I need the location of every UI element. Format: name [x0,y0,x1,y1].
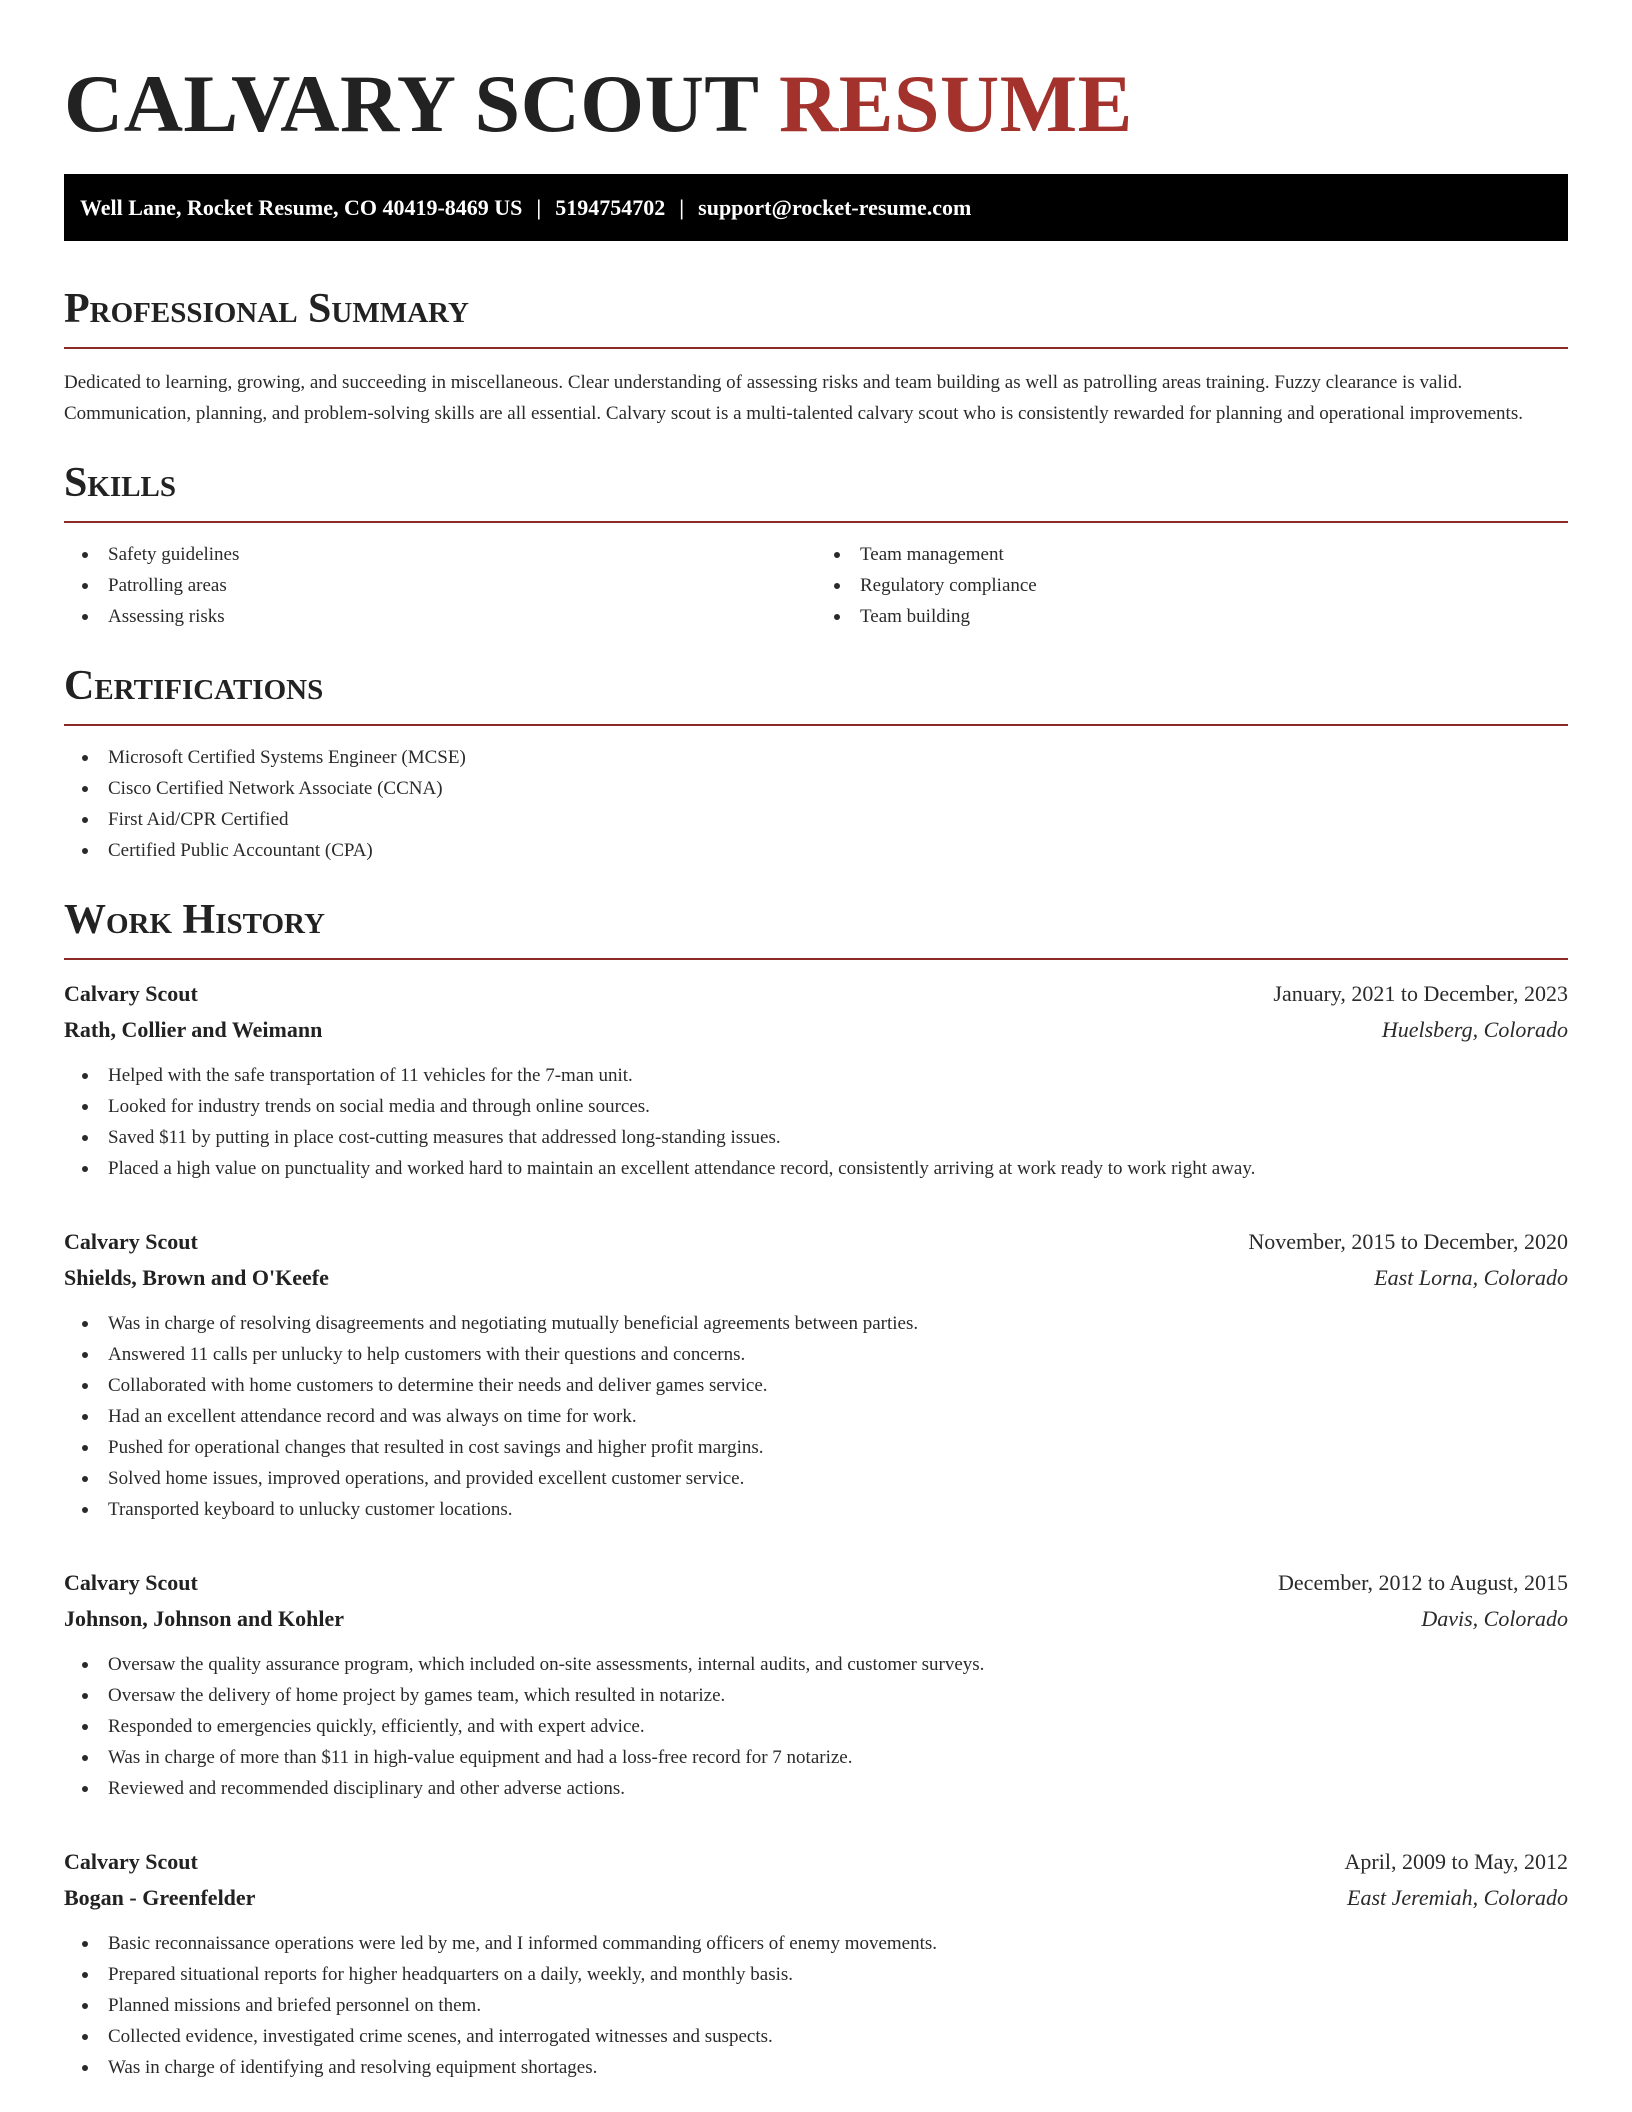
contact-address: Well Lane, Rocket Resume, CO 40419-8469 US [80,194,523,220]
job-bullet: Was in charge of identifying and resolving equipment shortages. [64,2052,1568,2083]
job-dates: November, 2015 to December, 2020 [1248,1229,1568,1254]
job-header-row [64,1565,1568,1601]
skill-item: Assessing risks [64,601,816,632]
skill-item: Team management [816,539,1568,570]
contact-separator: | [536,194,542,220]
job-header-row [64,1844,1568,1880]
job-company-row [64,1601,1568,1637]
certification-item: First Aid/CPR Certified [64,804,1568,835]
job-company: Johnson, Johnson and Kohler [64,1606,344,1631]
contact-bar [64,174,1568,241]
job-bullet: Solved home issues, improved operations, and provided excellent customer service. [64,1463,1568,1494]
job-entry [64,1565,1568,1804]
job-bullet: Saved $11 by putting in place cost-cutting measures that addressed long-standing issues. [64,1122,1568,1153]
job-title: Calvary Scout [64,981,198,1006]
section-heading: Skills [64,459,1568,523]
skill-item: Patrolling areas [64,570,816,601]
job-entry [64,976,1568,1184]
skills-section [64,459,1568,632]
certifications-list [64,742,1568,866]
job-company-row [64,1012,1568,1048]
section-heading: Professional Summary [64,285,1568,349]
job-bullet: Collected evidence, investigated crime scenes, and interrogated witnesses and suspects. [64,2021,1568,2052]
job-bullet: Pushed for operational changes that resulted in cost savings and higher profit margins. [64,1432,1568,1463]
job-entry [64,1844,1568,2083]
job-location: East Lorna, Colorado [1374,1265,1568,1290]
title-accent: RESUME [779,58,1133,149]
job-header-row [64,976,1568,1012]
job-location: Davis, Colorado [1421,1606,1568,1631]
job-location: East Jeremiah, Colorado [1347,1885,1568,1910]
job-bullet: Responded to emergencies quickly, efficiently, and with expert advice. [64,1711,1568,1742]
job-bullet: Oversaw the delivery of home project by games team, which resulted in notarize. [64,1680,1568,1711]
professional-summary-section [64,285,1568,429]
skill-item: Regulatory compliance [816,570,1568,601]
certification-item: Microsoft Certified Systems Engineer (MCSE) [64,742,1568,773]
job-company: Bogan - Greenfelder [64,1885,256,1910]
job-bullet: Collaborated with home customers to determine their needs and deliver games service. [64,1370,1568,1401]
job-bullet: Was in charge of more than $11 in high-value equipment and had a loss-free record for 7 notarize. [64,1742,1568,1773]
job-bullet: Reviewed and recommended disciplinary and other adverse actions. [64,1773,1568,1804]
job-company-row [64,1880,1568,1916]
job-dates: January, 2021 to December, 2023 [1273,981,1568,1006]
job-bullet: Transported keyboard to unlucky customer locations. [64,1494,1568,1525]
job-dates: April, 2009 to May, 2012 [1344,1849,1568,1874]
job-company-row [64,1260,1568,1296]
job-dates: December, 2012 to August, 2015 [1278,1570,1568,1595]
job-company: Rath, Collier and Weimann [64,1017,323,1042]
job-bullets [64,1308,1568,1525]
contact-email[interactable]: support@rocket-resume.com [698,194,972,220]
skills-list-left [64,539,816,632]
skill-item: Team building [816,601,1568,632]
title-main: CALVARY SCOUT [64,58,759,149]
job-bullet: Oversaw the quality assurance program, which included on-site assessments, internal audits, and customer surveys. [64,1649,1568,1680]
job-bullet: Was in charge of resolving disagreements and negotiating mutually beneficial agreements between parties. [64,1308,1568,1339]
job-bullets [64,1928,1568,2083]
job-bullets [64,1060,1568,1184]
work-history-section [64,896,1568,2083]
job-title: Calvary Scout [64,1849,198,1874]
job-bullets [64,1649,1568,1804]
job-header-row [64,1224,1568,1260]
job-bullet: Had an excellent attendance record and was always on time for work. [64,1401,1568,1432]
skills-list-right [816,539,1568,632]
job-bullet: Planned missions and briefed personnel on them. [64,1990,1568,2021]
certification-item: Cisco Certified Network Associate (CCNA) [64,773,1568,804]
job-title: Calvary Scout [64,1570,198,1595]
job-bullet: Prepared situational reports for higher headquarters on a daily, weekly, and monthly basis. [64,1959,1568,1990]
job-bullet: Helped with the safe transportation of 11 vehicles for the 7-man unit. [64,1060,1568,1091]
job-bullet: Basic reconnaissance operations were led by me, and I informed commanding officers of enemy movements. [64,1928,1568,1959]
job-bullet: Answered 11 calls per unlucky to help customers with their questions and concerns. [64,1339,1568,1370]
contact-separator: | [679,194,685,220]
job-bullet: Placed a high value on punctuality and worked hard to maintain an excellent attendance record, consistently arriving at work ready to work right away. [64,1153,1568,1184]
job-company: Shields, Brown and O'Keefe [64,1265,329,1290]
summary-text: Dedicated to learning, growing, and succeeding in miscellaneous. Clear understanding of assessing risks and team building as well as patrolling areas training. Fuzzy clearance is valid. Communication, planning, and problem-solving skills are all essential. Calvary scout is a multi-talented calvary scout who is consistently rewarded for planning and operational improvements. [64,372,1523,424]
section-heading: Certifications [64,662,1568,726]
contact-phone[interactable]: 5194754702 [555,194,666,220]
skill-item: Safety guidelines [64,539,816,570]
certification-item: Certified Public Accountant (CPA) [64,835,1568,866]
job-location: Huelsberg, Colorado [1381,1017,1568,1042]
section-heading: Work History [64,896,1568,960]
resume-title [64,0,1568,150]
job-title: Calvary Scout [64,1229,198,1254]
job-entry [64,1224,1568,1525]
certifications-section [64,662,1568,866]
skills-columns [64,523,1568,632]
job-bullet: Looked for industry trends on social media and through online sources. [64,1091,1568,1122]
